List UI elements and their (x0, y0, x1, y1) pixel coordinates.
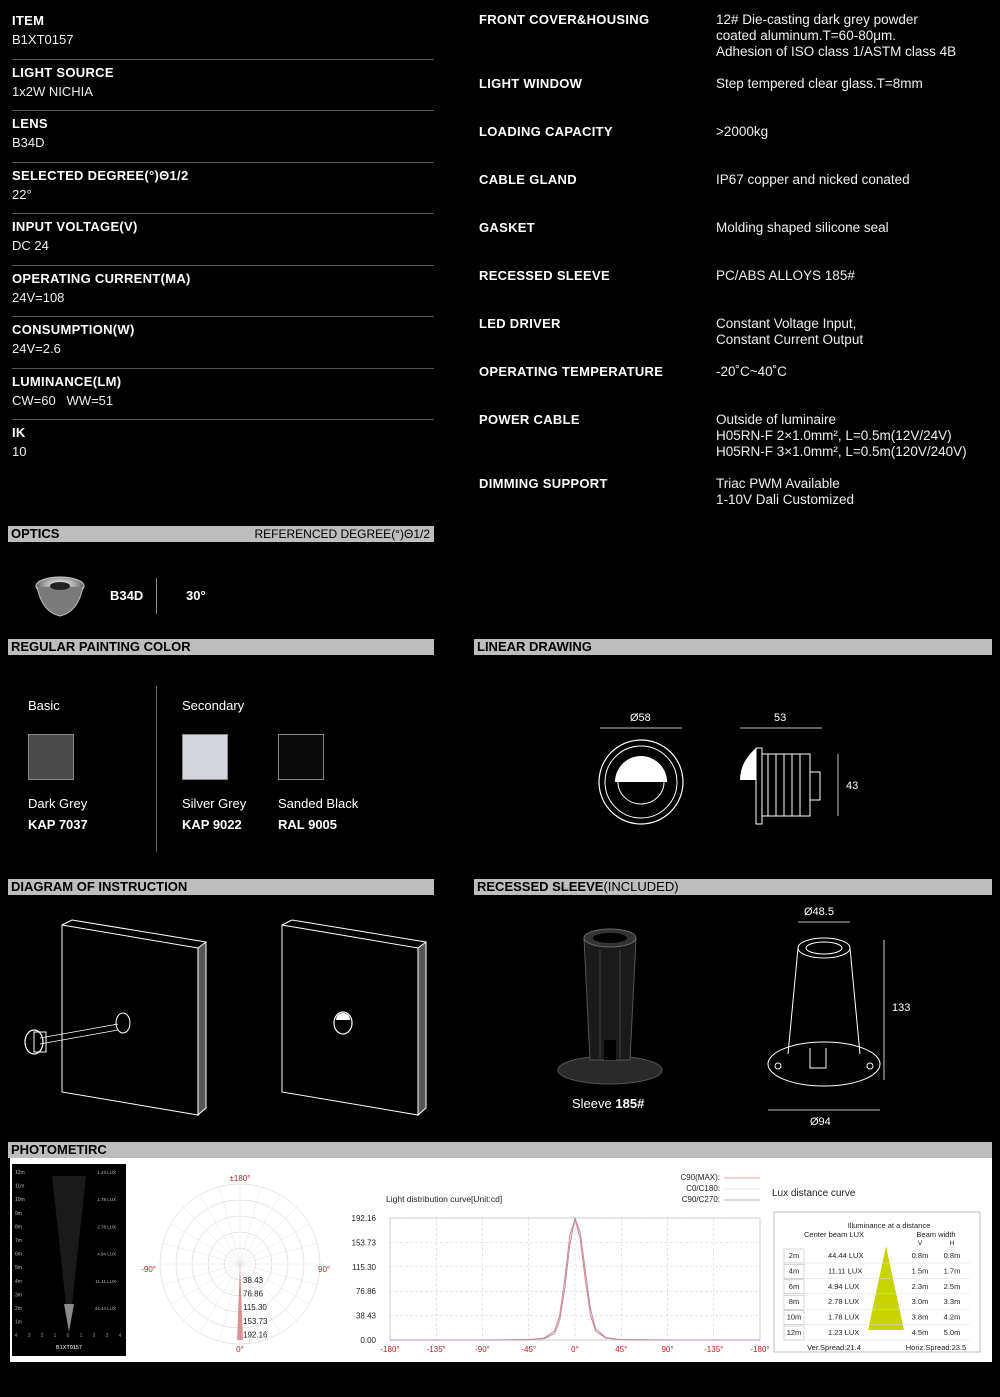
lux-v-value: 2.3m (911, 1281, 929, 1291)
lens-icon (32, 572, 88, 620)
color-code-dark-grey: KAP 7037 (28, 817, 88, 832)
beam-height-label: 4m (15, 1278, 22, 1285)
painting-title: REGULAR PAINTING COLOR (11, 639, 191, 654)
beam-x-tick: 3 (105, 1333, 109, 1339)
curve-y-tick: 76.86 (355, 1287, 376, 1297)
sleeve-title: RECESSED SLEEVE (477, 879, 604, 894)
beam-lux-label: 1.23 LUX (97, 1170, 116, 1175)
spec-value-line: IP67 copper and nicked conated (716, 172, 910, 187)
polar-spoke (163, 1243, 240, 1264)
beam-height-label: 6m (15, 1251, 22, 1258)
beam-height-label: 1m (15, 1319, 22, 1326)
spec-value-line: PC/ABS ALLOYS 185# (716, 268, 855, 283)
spec-value-line: Constant Current Output (716, 332, 864, 347)
polar-spoke (183, 1207, 240, 1264)
sleeve-caption-number: 185# (615, 1096, 645, 1111)
swatch-sanded-black (278, 734, 324, 780)
spec-value-line: Adhesion of ISO class 1/ASTM class 4B (716, 44, 957, 59)
swatch-dark-grey (28, 734, 74, 780)
polar-spoke (240, 1207, 297, 1264)
lux-value: 4.94 LUX (828, 1281, 860, 1291)
spec-label: LOADING CAPACITY (479, 124, 613, 139)
lux-v-value: 1.5m (911, 1266, 929, 1276)
lux-distance: 6m (788, 1281, 800, 1291)
curve-x-tick: -135° (704, 1345, 724, 1354)
lux-value: 44.44 LUX (828, 1251, 864, 1260)
polar-spoke (183, 1264, 240, 1321)
spec-label: LENS (12, 116, 48, 131)
spec-label: INPUT VOLTAGE(V) (12, 219, 138, 234)
spec-value (716, 268, 989, 316)
spec-row (12, 111, 434, 163)
curve-title: Light distribution curve[Unit:cd] (386, 1194, 503, 1204)
spec-label: LIGHT WINDOW (479, 76, 583, 91)
spec-label: GASKET (479, 220, 535, 235)
polar-ring-label: 38.43 (243, 1276, 264, 1285)
polar-spoke (240, 1195, 280, 1264)
beam-x-tick: 1 (53, 1333, 57, 1339)
beam-height-label: 8m (15, 1224, 22, 1231)
spec-label: SELECTED DEGREE(°)Θ1/2 (12, 167, 189, 183)
spec-label: LIGHT SOURCE (12, 64, 114, 80)
painting-divider (156, 686, 157, 852)
spec-value-line: H05RN-F 3×1.0mm², L=0.5m(120V/240V) (716, 444, 967, 459)
beam-diagram (12, 1164, 126, 1356)
beam-height-label: 10m (15, 1197, 25, 1204)
polar-ring-label: 76.86 (243, 1289, 264, 1299)
lux-distance: 12m (786, 1328, 802, 1337)
beam-lux-label: 1.78 LUX (97, 1197, 116, 1203)
polar-spoke (200, 1264, 240, 1333)
polar-spoke (240, 1243, 317, 1264)
polar-spoke (163, 1264, 240, 1285)
spec-label: DIMMING SUPPORT (479, 476, 608, 491)
lux-value: 1.78 LUX (828, 1312, 860, 1322)
beam-height-label: 3m (15, 1292, 22, 1299)
optics-section-bar (8, 526, 434, 542)
color-name-sanded-black: Sanded Black (278, 796, 359, 811)
spec-row (479, 316, 989, 364)
beam-x-tick: 4 (14, 1333, 18, 1339)
color-code-sanded-black: RAL 9005 (278, 817, 338, 832)
spec-value (716, 76, 989, 124)
lux-distance-table (774, 1212, 982, 1354)
spec-value (716, 412, 989, 476)
lux-v-value: 0.8m (911, 1251, 929, 1260)
beam-x-tick: 2 (40, 1333, 44, 1339)
lux-h-value: 3.3m (943, 1297, 961, 1307)
instruction-title: DIAGRAM OF INSTRUCTION (11, 879, 188, 894)
spec-value (716, 476, 989, 524)
spec-row (12, 60, 434, 112)
spec-value (716, 220, 989, 268)
spec-row (12, 163, 434, 215)
spec-value-line: Outside of luminaire (716, 412, 837, 427)
beam-lux-label: 11.11 LUX (95, 1278, 116, 1284)
curve-legend-label: C90(MAX): (680, 1173, 720, 1182)
spec-label: POWER CABLE (479, 412, 580, 427)
sleeve-section-bar (474, 879, 992, 895)
spec-label: RECESSED SLEEVE (479, 268, 610, 283)
linear-section-bar (474, 639, 992, 655)
spec-label: OPERATING TEMPERATURE (479, 364, 664, 379)
beam-height-label: 12m (15, 1170, 25, 1176)
beam-lux-label: 2.78 LUX (97, 1224, 116, 1230)
polar-ring-label: 153.73 (243, 1316, 268, 1326)
spec-row (12, 369, 434, 421)
lux-h-label: H (949, 1240, 955, 1247)
beam-lux-label: 44.44 LUX (94, 1306, 116, 1311)
spec-value: DC 24 (12, 238, 49, 253)
spec-value-line: 12# Die-casting dark grey powder (716, 12, 918, 27)
spec-label: FRONT COVER&HOUSING (479, 12, 650, 27)
sleeve-photo (554, 920, 666, 1090)
beam-height-label: 9m (15, 1210, 22, 1217)
sleeve-drawing (760, 918, 890, 1114)
photometric-title: PHOTOMETIRC (11, 1142, 107, 1157)
sleeve-base-dia: Ø94 (810, 1116, 831, 1128)
polar-spoke (240, 1224, 309, 1264)
polar-spoke (240, 1187, 261, 1264)
curve-y-tick: 192.16 (351, 1214, 376, 1223)
curve-x-tick: -45° (521, 1345, 537, 1354)
spec-value: B1XT0157 (12, 32, 74, 47)
spec-value: 10 (12, 444, 27, 459)
linear-depth-label: 53 (774, 712, 787, 724)
spec-value: 24V=108 (12, 289, 65, 305)
polar-ring-label: 192.16 (243, 1330, 268, 1340)
linear-height-label: 43 (846, 780, 859, 792)
curve-x-tick: -180° (750, 1345, 770, 1354)
curve-y-tick: 115.30 (352, 1262, 376, 1272)
light-distribution-chart (328, 1168, 770, 1360)
spec-value-line: H05RN-F 2×1.0mm², L=0.5m(12V/24V) (716, 428, 952, 443)
spec-value (716, 124, 989, 172)
spec-table-left (12, 8, 434, 472)
curve-legend-label: C90/C270: (681, 1195, 720, 1204)
spec-value-line: Step tempered clear glass.T=8mm (716, 76, 923, 91)
spec-row (479, 76, 989, 124)
spec-value-line: Triac PWM Available (716, 476, 840, 491)
spec-row (12, 266, 434, 318)
curve-legend-label: C0/C180: (686, 1184, 720, 1193)
spec-value: B34D (12, 135, 45, 150)
beam-height-label: 2m (15, 1306, 22, 1312)
spec-row (479, 12, 989, 76)
beam-lux-label: 4.94 LUX (97, 1251, 116, 1257)
color-name-silver-grey: Silver Grey (182, 796, 247, 811)
lux-v-value: 4.5m (911, 1328, 929, 1337)
lux-distance: 10m (786, 1312, 802, 1322)
spec-value-line: Constant Voltage Input, (716, 316, 857, 331)
spec-value-line: coated aluminum.T=60-80μm. (716, 28, 896, 43)
spec-value-line: -20˚C~40˚C (716, 364, 787, 379)
spec-value: CW=60 WW=51 (12, 392, 114, 408)
optics-lens-name: B34D (110, 588, 144, 603)
polar-bottom-label: 0° (236, 1345, 244, 1354)
polar-left-label: -90° (141, 1265, 156, 1274)
curve-y-tick: 38.43 (355, 1311, 376, 1321)
lux-h-value: 0.8m (943, 1251, 961, 1260)
secondary-label: Secondary (182, 698, 245, 713)
lux-v-label: V (917, 1240, 923, 1247)
spec-row (479, 476, 989, 524)
spec-value (716, 316, 989, 364)
lux-distance: 2m (788, 1251, 800, 1260)
beam-x-tick: 4 (118, 1333, 122, 1339)
spec-row (479, 364, 989, 412)
curve-x-tick: -90° (475, 1345, 490, 1354)
lux-v-value: 3.8m (911, 1312, 929, 1322)
lux-h-value: 2.5m (943, 1281, 961, 1291)
photometric-panel (10, 1158, 992, 1362)
spec-row (12, 8, 434, 60)
lux-h-value: 1.7m (943, 1266, 961, 1276)
lux-value: 2.78 LUX (828, 1297, 860, 1307)
spec-row (479, 124, 989, 172)
spec-row (12, 420, 434, 472)
lux-v-value: 3.0m (911, 1297, 929, 1307)
linear-title: LINEAR DRAWING (477, 639, 592, 654)
optics-referenced-degree: REFERENCED DEGREE(°)Θ1/2 (254, 527, 430, 541)
spec-row (479, 220, 989, 268)
lux-h-value: 5.0m (943, 1328, 961, 1337)
curve-x-tick: 0° (571, 1345, 579, 1354)
polar-spoke (219, 1187, 240, 1264)
spec-label: LUMINANCE(LM) (12, 373, 122, 389)
curve-x-tick: 90° (661, 1345, 674, 1354)
spec-value: 1x2W NICHIA (12, 83, 93, 99)
lux-center-label: Center beam LUX (803, 1230, 865, 1239)
beam-item-label: B1XT0157 (56, 1345, 82, 1351)
spec-label: ITEM (12, 13, 45, 28)
lux-curve-title: Lux distance curve (772, 1188, 856, 1199)
color-code-silver-grey: KAP 9022 (182, 817, 242, 832)
lux-value: 1.23 LUX (828, 1328, 860, 1337)
lux-heading: Illuminance at a distance (847, 1221, 931, 1230)
curve-x-tick: -180° (380, 1345, 400, 1354)
spec-label: IK (12, 425, 26, 440)
instruction-section-bar (8, 879, 434, 895)
linear-drawing (590, 720, 860, 840)
curve-y-tick: 0.00 (360, 1336, 376, 1345)
lux-h-value: 4.2m (943, 1312, 961, 1322)
spec-row (479, 172, 989, 220)
polar-top-label: ±180° (229, 1174, 251, 1183)
spec-label: CABLE GLAND (479, 172, 577, 187)
spec-value: 24V=2.6 (12, 341, 61, 356)
spec-label: CONSUMPTION(W) (12, 322, 135, 337)
polar-spoke (171, 1264, 240, 1304)
lux-distance: 4m (788, 1266, 800, 1276)
spec-row (12, 214, 434, 266)
polar-spoke (219, 1264, 240, 1341)
spec-value (716, 364, 989, 412)
photometric-section-bar (8, 1142, 992, 1158)
sleeve-height: 133 (892, 1002, 911, 1014)
polar-spoke (171, 1224, 240, 1264)
optics-degree: 30° (186, 588, 206, 603)
beam-height-label: 5m (15, 1265, 22, 1272)
spec-value: 22° (12, 186, 32, 202)
spec-row (479, 412, 989, 476)
lux-distance: 8m (788, 1297, 800, 1307)
sleeve-caption (572, 1096, 644, 1111)
installation-diagram (18, 920, 438, 1120)
color-name-dark-grey: Dark Grey (28, 796, 88, 811)
beam-x-tick: 0 (66, 1333, 70, 1339)
lux-ver-spread: Ver.Spread:21.4 (807, 1343, 861, 1352)
curve-x-tick: -135° (426, 1345, 446, 1354)
swatch-silver-grey (182, 734, 228, 780)
spec-value-line: 1-10V Dali Customized (716, 492, 855, 507)
spec-table-right (479, 12, 989, 524)
spec-value-line: >2000kg (716, 124, 769, 139)
polar-diagram (140, 1176, 340, 1364)
optics-title: OPTICS (11, 526, 60, 541)
beam-x-tick: 1 (79, 1333, 83, 1339)
lux-hor-spread: Horiz.Spread:23.5 (905, 1343, 967, 1352)
spec-row (12, 317, 434, 369)
spec-value (716, 12, 989, 76)
curve-y-tick: 153.73 (351, 1238, 376, 1248)
polar-ring-label: 115.30 (243, 1303, 267, 1313)
sleeve-top-dia: Ø48.5 (804, 906, 834, 918)
painting-section-bar (8, 639, 434, 655)
beam-x-tick: 2 (92, 1333, 96, 1339)
polar-right-label: 90° (318, 1265, 331, 1274)
beam-x-tick: 3 (27, 1333, 31, 1339)
spec-value (716, 172, 989, 220)
optics-divider (156, 578, 157, 614)
lux-beam-width: Beam width (916, 1230, 956, 1239)
lux-value: 11.11 LUX (828, 1266, 863, 1276)
linear-dia-label: Ø58 (630, 712, 651, 724)
curve-x-tick: 45° (615, 1345, 628, 1354)
spec-label: LED DRIVER (479, 316, 561, 331)
beam-height-label: 11m (15, 1183, 25, 1190)
spec-label: OPERATING CURRENT(MA) (12, 270, 191, 286)
spec-value-line: Molding shaped silicone seal (716, 220, 889, 235)
sleeve-caption-text: Sleeve (572, 1096, 616, 1111)
polar-spoke (200, 1195, 240, 1264)
basic-label: Basic (28, 698, 60, 713)
beam-height-label: 7m (15, 1238, 22, 1244)
spec-row (479, 268, 989, 316)
sleeve-title-suffix: (INCLUDED) (603, 879, 679, 894)
